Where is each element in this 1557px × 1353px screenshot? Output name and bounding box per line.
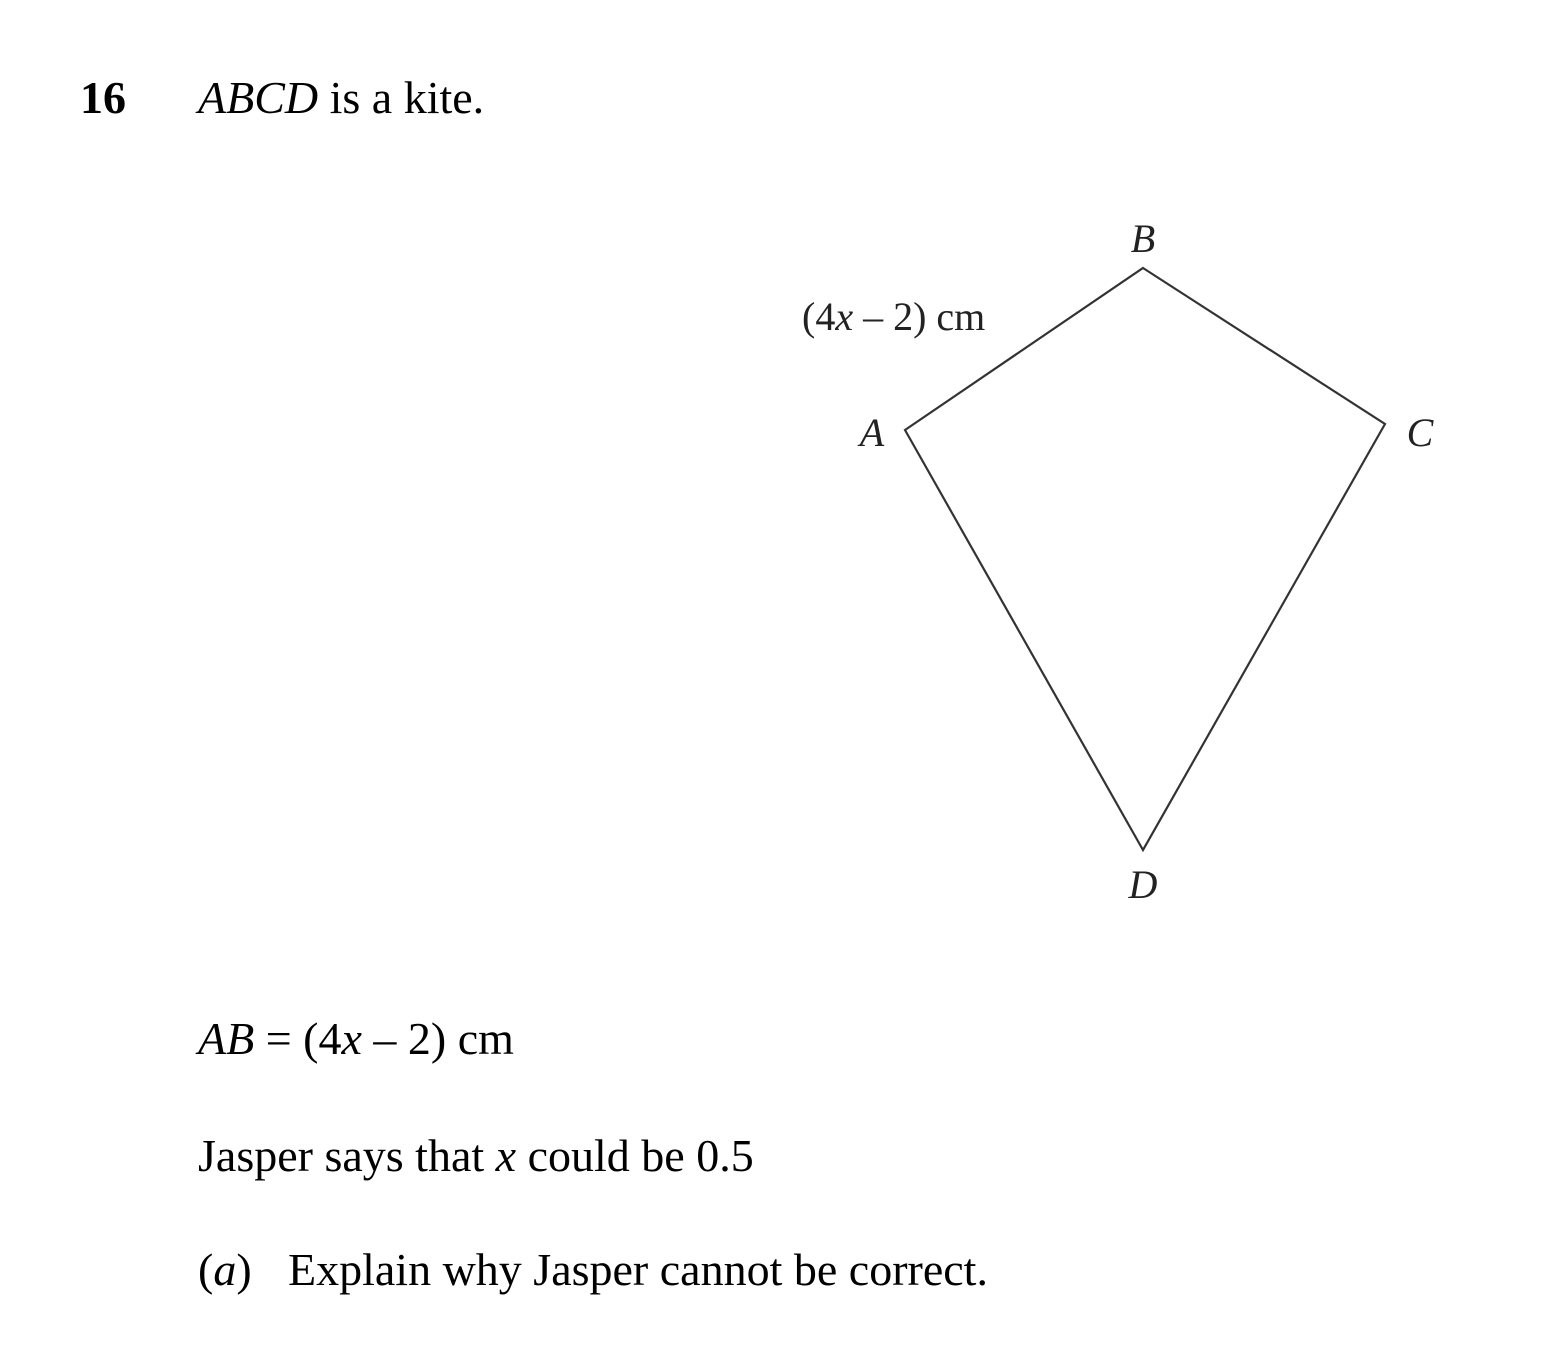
vertex-label-c: C bbox=[1406, 410, 1434, 455]
kite-outline bbox=[905, 268, 1385, 850]
given-equation: AB = (4x – 2) cm bbox=[198, 1013, 514, 1064]
kite-name: ABCD bbox=[198, 72, 319, 123]
question-number: 16 bbox=[80, 72, 126, 123]
vertex-label-b: B bbox=[1130, 216, 1156, 261]
vertex-label-a: A bbox=[859, 410, 885, 455]
jasper-claim: Jasper says that x could be 0.5 bbox=[198, 1130, 754, 1181]
side-ab-label: (4x – 2) cm bbox=[802, 294, 986, 339]
part-a-label: (a) bbox=[198, 1244, 252, 1295]
part-a-question bbox=[198, 1244, 988, 1296]
intro-text: is a kite. bbox=[318, 72, 485, 123]
part-a-text: Explain why Jasper cannot be correct. bbox=[288, 1244, 988, 1295]
vertex-label-d: D bbox=[1128, 862, 1158, 907]
